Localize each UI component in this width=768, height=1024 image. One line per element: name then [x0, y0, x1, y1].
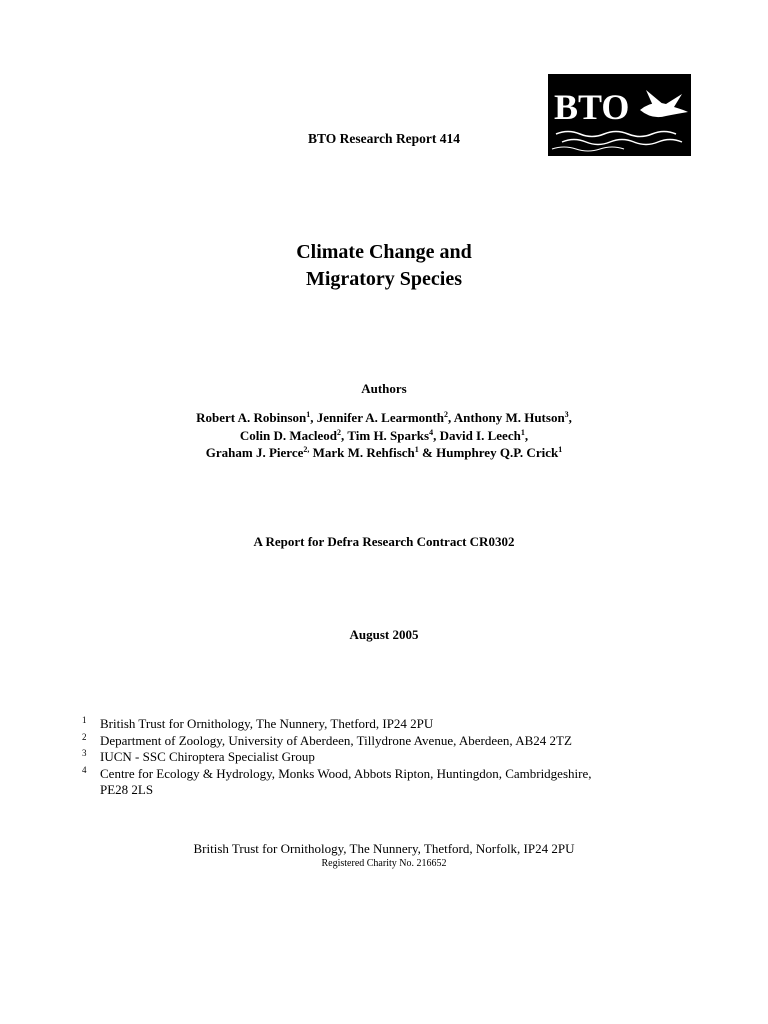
author-affiliation-mark: 2, [303, 445, 310, 454]
author-affiliation-mark: 2 [443, 410, 448, 419]
author-separator: , [433, 427, 440, 443]
author-name: Tim H. Sparks [347, 427, 430, 443]
author-name: Mark M. Rehfisch [312, 445, 415, 460]
author-line [0, 444, 768, 462]
author-line [0, 409, 768, 427]
affiliation-number: 2 [82, 731, 87, 742]
author-affiliation-mark: 1 [414, 445, 419, 454]
author-separator: , [447, 410, 454, 425]
author-line [0, 427, 768, 445]
affiliation-text: IUCN - SSC Chiroptera Specialist Group [100, 749, 315, 764]
affiliation-text: Centre for Ecology & Hydrology, Monks Wood, Abbots Ripton, Huntingdon, Cambridgeshire, [100, 765, 592, 781]
authors-heading: Authors [361, 381, 407, 396]
author-name: Humphrey Q.P. Crick [436, 445, 559, 460]
author-list [0, 409, 768, 462]
author-separator: , [568, 410, 572, 425]
author-name: Robert A. Robinson [196, 410, 307, 425]
contract-line: A Report for Defra Research Contract CR0302 [253, 534, 515, 549]
author-name: Jennifer A. Learmonth [316, 410, 444, 425]
footer-address: British Trust for Ornithology, The Nunnery, Thetford, Norfolk, IP24 2PU [193, 841, 575, 856]
author-separator: , [341, 427, 348, 443]
title-line-2: Migratory Species [305, 268, 463, 290]
author-name: David I. Leech [439, 427, 521, 443]
affiliation-text: British Trust for Ornithology, The Nunnery, Thetford, IP24 2PU [100, 716, 434, 731]
affiliation-number: 3 [82, 748, 87, 758]
affiliation-text-continued: PE28 2LS [100, 782, 154, 797]
affiliations-list [80, 716, 700, 799]
author-name: Anthony M. Hutson [453, 410, 565, 425]
author-name: Graham J. Pierce [205, 445, 304, 460]
affiliation-item [80, 749, 700, 766]
affiliation-text: Department of Zoology, University of Aberdeen, Tillydrone Avenue, Aberdeen, AB24 2TZ [100, 732, 572, 748]
author-affiliation-mark: 1 [520, 427, 525, 437]
author-separator: , [310, 410, 317, 425]
affiliation-number: 4 [82, 764, 87, 775]
author-separator: & [418, 445, 437, 460]
logo-text: BTO [554, 87, 630, 127]
author-separator: , [524, 427, 529, 443]
author-name: Colin D. Macleod [239, 427, 338, 443]
affiliation-number: 1 [82, 715, 87, 725]
charity-number: Registered Charity No. 216652 [321, 858, 447, 869]
affiliation-item [80, 733, 700, 750]
author-affiliation-mark: 3 [564, 410, 569, 419]
report-date: August 2005 [349, 627, 419, 642]
author-affiliation-mark: 1 [306, 410, 311, 419]
author-affiliation-mark: 1 [558, 445, 563, 454]
affiliation-item [80, 716, 700, 733]
author-affiliation-mark: 2 [337, 427, 342, 437]
document-title [0, 239, 768, 293]
author-affiliation-mark: 4 [429, 427, 434, 437]
affiliation-item [80, 766, 700, 799]
title-line-1: Climate Change and [296, 241, 472, 263]
report-number: BTO Research Report 414 [307, 131, 461, 146]
